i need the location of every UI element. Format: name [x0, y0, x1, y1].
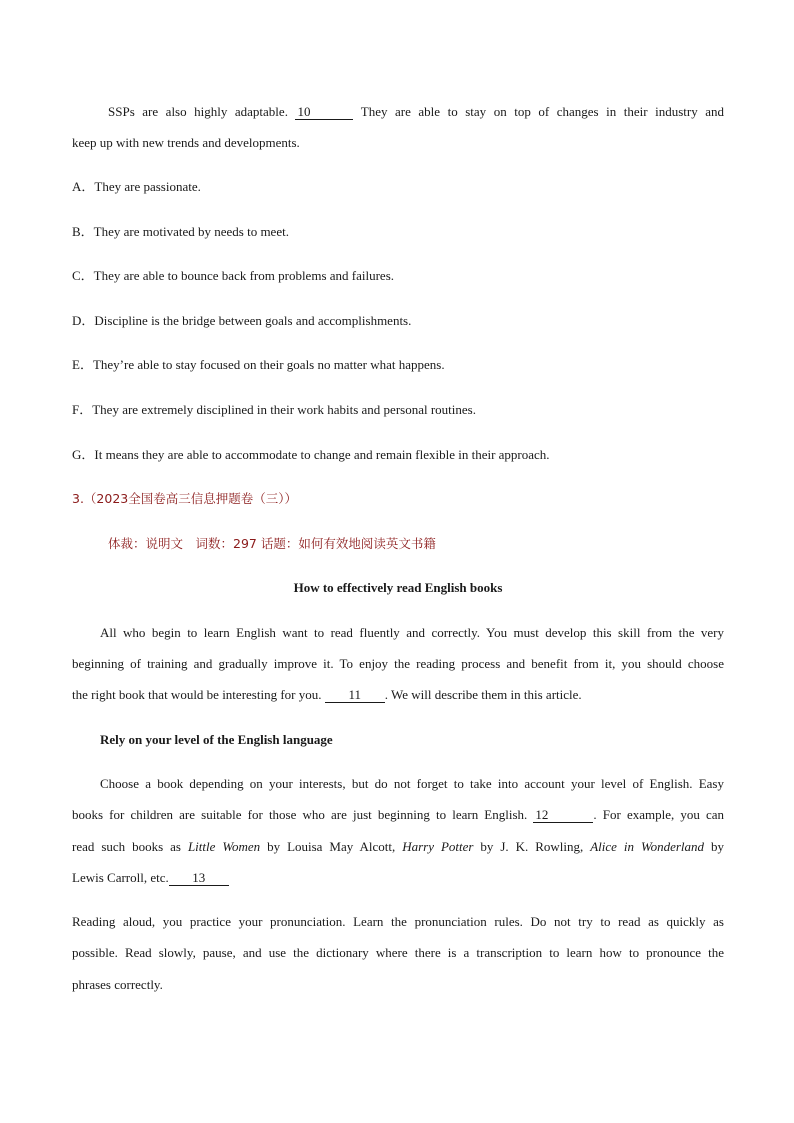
article-p3-line-1: Reading aloud, you practice your pronunciation. Learn the pronunciation rules. Do not try to read as quickly as	[72, 914, 724, 929]
book-title-alice-in-wonderland: Alice in Wonderland	[590, 839, 705, 854]
blank-12[interactable]: 12	[533, 808, 593, 823]
ssp-paragraph-line-2: keep up with new trends and developments.	[72, 135, 300, 150]
option-e: E．They’re able to stay focused on their goals no matter what happens.	[72, 357, 445, 372]
article-p2-line-1: Choose a book depending on your interests, but do not forget to take into account your level of English. Easy	[100, 776, 724, 791]
blank-13[interactable]: 13	[169, 871, 229, 886]
article-subheading: Rely on your level of the English language	[100, 732, 333, 747]
article-p2-line-4: Lewis Carroll, etc. 13	[72, 869, 724, 887]
option-f: F．They are extremely disciplined in their work habits and personal routines.	[72, 402, 476, 417]
article-p3-line-3: phrases correctly.	[72, 977, 163, 992]
ssp-paragraph-line-1: SSPs are also highly adaptable. 10 They are able to stay on top of changes in their industry and	[108, 104, 725, 119]
article-p3-line-2: possible. Read slowly, pause, and use the dictionary where there is a transcription to learn how to pronounce the	[72, 945, 724, 960]
option-c: C．They are able to bounce back from problems and failures.	[72, 268, 394, 283]
blank-10[interactable]: 10	[295, 105, 353, 120]
option-a: A．They are passionate.	[72, 179, 201, 194]
article-p1-line-3: the right book that would be interesting for you. 11 . We will describe them in this article.	[72, 687, 582, 702]
option-g: G．It means they are able to accommodate to change and remain flexible in their approach.	[72, 447, 550, 462]
question-3-meta: 体裁：说明文 词数：297 话题：如何有效地阅读英文书籍	[108, 536, 436, 551]
article-title: How to effectively read English books	[293, 580, 503, 595]
option-b: B．They are motivated by needs to meet.	[72, 224, 289, 239]
article-p2-line-2: books for children are suitable for those who are just beginning to learn English. 12 . For example, you can	[72, 807, 724, 822]
article-p1-line-1: All who begin to learn English want to read fluently and correctly. You must develop this skill from the very	[100, 625, 724, 640]
blank-11[interactable]: 11	[325, 688, 385, 703]
article-p1-line-2: beginning of training and gradually improve it. To enjoy the reading process and benefit from it, you should choose	[72, 656, 724, 671]
book-title-harry-potter: Harry Potter	[402, 839, 474, 854]
question-3-heading: 3.（2023全国卷高三信息押题卷（三））	[72, 491, 297, 506]
book-title-little-women: Little Women	[187, 839, 261, 854]
option-d: D．Discipline is the bridge between goals and accomplishments.	[72, 313, 412, 328]
article-p2-line-3: read such books as Little Women by Louisa May Alcott, Harry Potter by J. K. Rowling, Alice in Wonderland by	[72, 839, 725, 854]
